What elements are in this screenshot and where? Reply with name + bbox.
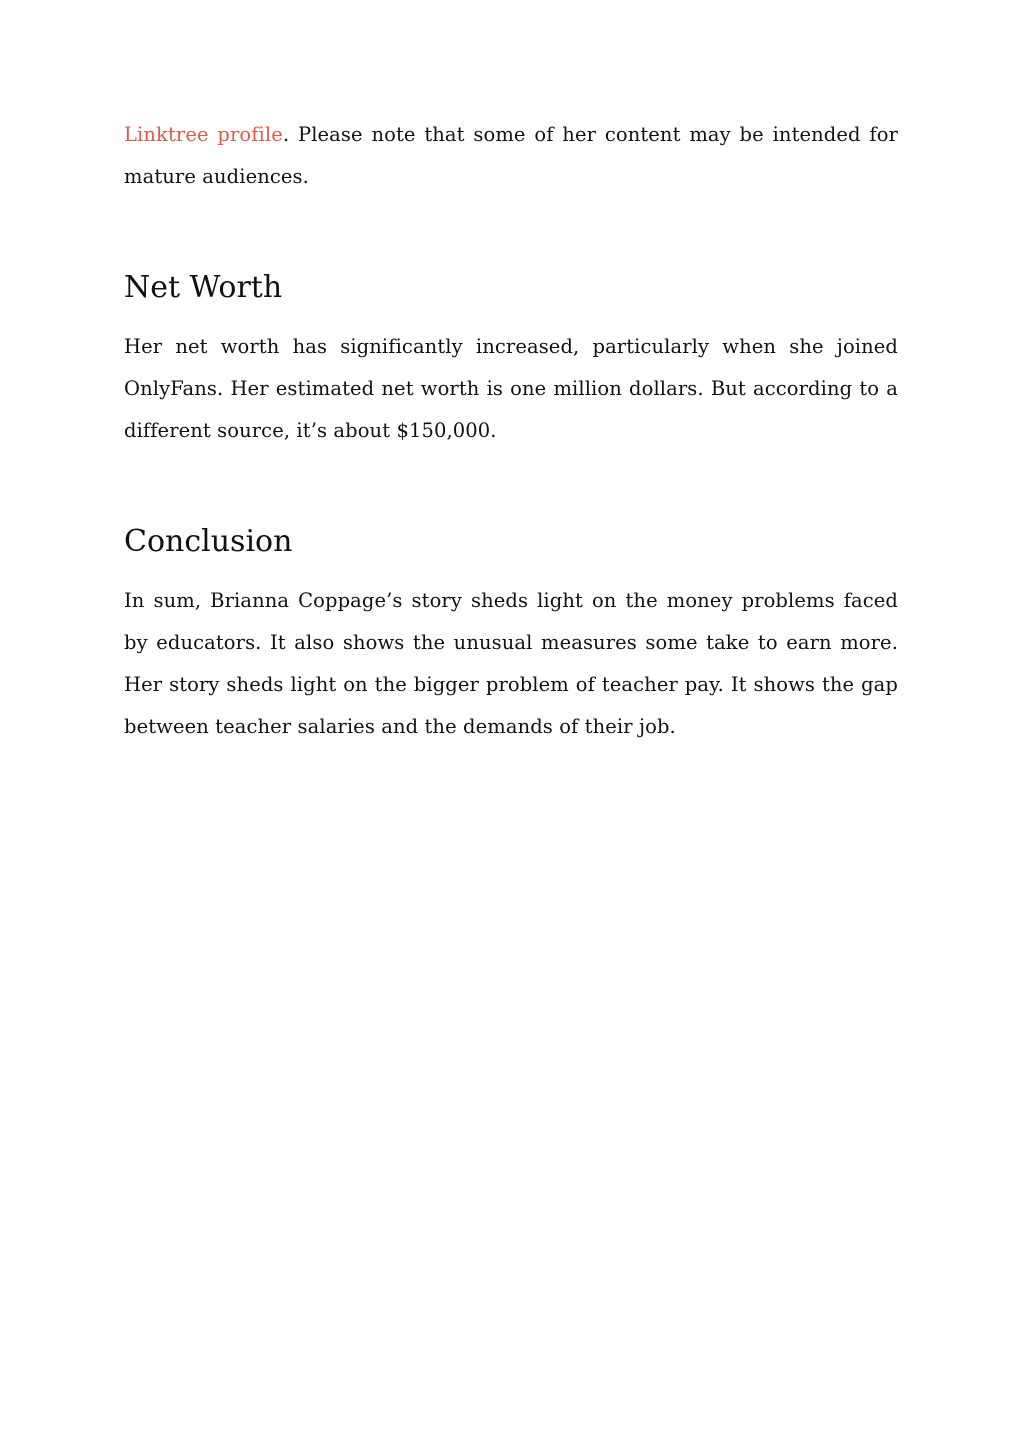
- conclusion-heading: Conclusion: [124, 524, 293, 559]
- conclusion-paragraph: In sum, Brianna Coppage’s story sheds light on the money problems faced by educators. It also shows the unusual measures some take to earn more. Her story sheds light on the bigger problem of teacher pay. It shows the gap between teacher salaries and the demands of their job.: [124, 589, 898, 738]
- intro-paragraph-text: . Please note that some of her content may be intended for mature audiences.: [124, 123, 898, 188]
- net-worth-heading: Net Worth: [124, 270, 283, 305]
- article-body: [124, 114, 898, 748]
- intro-paragraph: [124, 114, 898, 198]
- net-worth-paragraph: Her net worth has significantly increased, particularly when she joined OnlyFans. Her estimated net worth is one million dollars. But according to a different source, it’s about $150,000.: [124, 335, 898, 442]
- linktree-profile-link[interactable]: Linktree profile: [124, 123, 283, 146]
